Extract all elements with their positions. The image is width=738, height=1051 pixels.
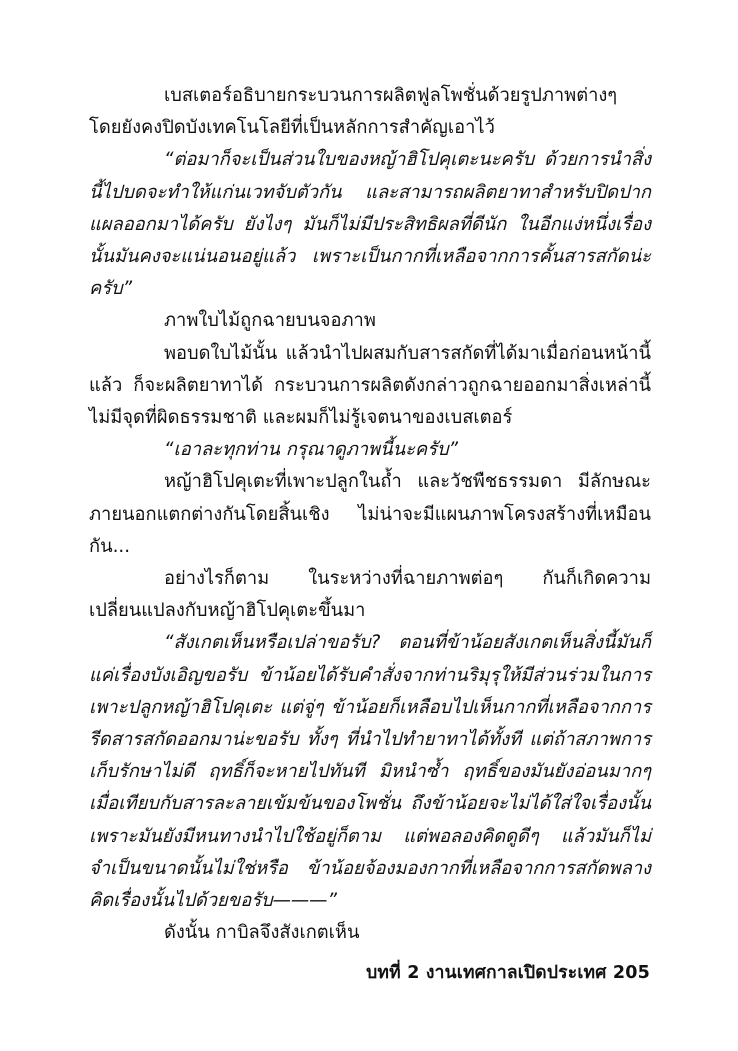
- paragraph-dialogue-1: “ต่อมาก็จะเป็นส่วนใบของหญ้าฮิโปคุเตะนะครับ ด้วยการนำสิ่งนี้ไปบดจะทำให้แก่นเวทจับตัวกัน และสามารถผลิตยาทาสำหรับปิดปากแผลออกมาได้ครับ ยังไงๆ มันก็ไม่มีประสิทธิผลที่ดีนัก ในอีกแง่หนึ่งเรื่องนั้นมันคงจะแน่นอนอยู่แล้ว เพราะเป็นกากที่เหลือจากการคั้นสารสกัดน่ะครับ”: [89, 149, 651, 300]
- paragraph-narration-3: พอบดใบไม้นั้น แล้วนำไปผสมกับสารสกัดที่ได้มาเมื่อก่อนหน้านี้แล้ว ก็จะผลิตยาทาได้ กระบวนการผลิตดังกล่าวถูกฉายออกมาสิ่งเหล่านี้ไม่มีจุดที่ผิดธรรมชาติ และผมก็ไม่รู้เจตนาของเบสเตอร์: [89, 342, 651, 429]
- paragraph-dialogue-3: “สังเกตเห็นหรือเปล่าขอรับ? ตอนที่ข้าน้อยสังเกตเห็นสิ่งนี้มันก็แค่เรื่องบังเอิญขอรับ ข้าน้อยได้รับคำสั่งจากท่านริมุรุให้มีส่วนร่วมในการเพาะปลูกหญ้าฮิโปคุเตะ แต่จู่ๆ ข้าน้อยก็เหลือบไปเห็นกากที่เหลือจากการรีดสารสกัดออกมาน่ะขอรับ ทั้งๆ ที่นำไปทำยาทาได้ทั้งที แต่ถ้าสภาพการเก็บรักษาไม่ดี ฤทธิ์ก็จะหายไปทันที มิหนำซ้ำ ฤทธิ์ของมันยังอ่อนมากๆ เมื่อเทียบกับสารละลายเข้มข้นของโพชั่น ถึงข้าน้อยจะไม่ได้ใส่ใจเรื่องนั้นเพราะมันยังมีหนทางนำไปใช้อยู่ก็ตาม แต่พอลองคิดดูดีๆ แล้วมันก็ไม่จำเป็นขนาดนั้นไม่ใช่หรือ ข้าน้อยจ้องมองกากที่เหลือจากการสกัดพลางคิดเรื่องนั้นไปด้วยขอรับ———”: [89, 632, 651, 912]
- paragraph-narration-2: ภาพใบไม้ถูกฉายบนจอภาพ: [164, 310, 376, 332]
- paragraph-dialogue-2: “เอาละทุกท่าน กรุณาดูภาพนี้นะครับ”: [164, 439, 459, 461]
- paragraph-narration-1: เบสเตอร์อธิบายกระบวนการผลิตฟูลโพชั่นด้วยรูปภาพต่างๆ โดยยังคงปิดบังเทคโนโลยีที่เป็นหลักการสำคัญเอาไว้: [89, 85, 618, 139]
- paragraph-narration-5: อย่างไรก็ตาม ในระหว่างที่ฉายภาพต่อๆ กันก็เกิดความเปลี่ยนแปลงกับหญ้าฮิโปคุเตะขึ้นมา: [89, 568, 651, 622]
- body-text: [89, 80, 651, 949]
- page-footer: [366, 958, 650, 986]
- chapter-label: บทที่ 2 งานเทศกาลเปิดประเทศ: [366, 963, 607, 983]
- page-number: 205: [612, 963, 650, 983]
- paragraph-narration-6: ดังนั้น กาบิลจึงสังเกตเห็น: [164, 922, 360, 944]
- paragraph-narration-4: หญ้าฮิโปคุเตะที่เพาะปลูกในถ้ำ และวัชพืชธรรมดา มีลักษณะภายนอกแตกต่างกันโดยสิ้นเชิง ไม่น่าจะมีแผนภาพโครงสร้างที่เหมือนกัน...: [89, 471, 651, 557]
